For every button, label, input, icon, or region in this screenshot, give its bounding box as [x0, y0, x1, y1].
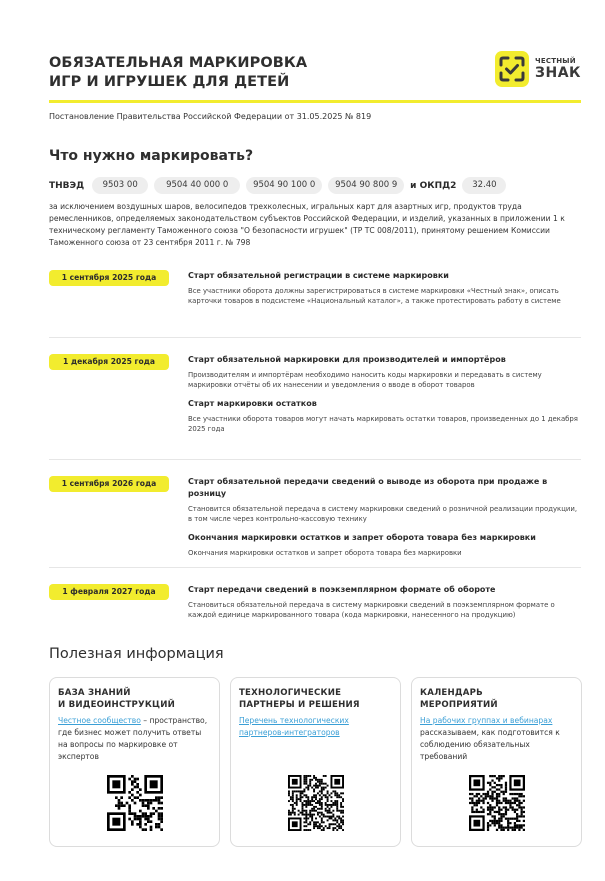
what-to-mark-heading: Что нужно маркировать? — [49, 148, 254, 164]
qr-code-icon[interactable] — [107, 775, 163, 831]
tnved-label: ТНВЭД — [49, 180, 85, 191]
card-body — [58, 715, 211, 763]
card-body — [239, 715, 392, 739]
card-description: рассказываем, как подготовится к соблюдению обязательных требований — [420, 728, 560, 761]
milestone-heading: Окончания маркировки остатков и запрет оборота товара без маркировки — [188, 532, 536, 542]
card-title-line: МЕРОПРИЯТИЙ — [420, 700, 498, 710]
timeline-date-badge: 1 сентября 2025 года — [49, 270, 169, 286]
card-title — [420, 687, 573, 711]
milestone-heading: Старт обязательной регистрации в системе маркировки — [188, 271, 449, 280]
card-title-line: ТЕХНОЛОГИЧЕСКИЕ — [239, 688, 342, 698]
page-title-line-2: ИГР И ИГРУШЕК ДЛЯ ДЕТЕЙ — [49, 74, 290, 90]
timeline-divider — [49, 337, 581, 338]
logo-small-text: ЧЕСТНЫЙ — [535, 57, 576, 65]
webinars-link[interactable]: На рабочих группах и вебинарах — [420, 716, 553, 725]
milestone-text: Становится обязательной передача в систему маркировки сведений о розничной реализации продукции, в том числе через контрольно-кассовую технику — [188, 505, 578, 524]
timeline-content — [188, 270, 583, 307]
exclusion-note: за исключением воздушных шаров, велосипедов трехколесных, игральных карт для азартных игр, продуктов труда ремесленников, определяемых законодательством субъектов Российской Федерации, и изделий, указанных в приложении 1 к техническому регламенту Таможенного союза "О безопасности игрушек" (ТР ТС 008/2011), принятому решением Комиссии Таможенного союза от 23 сентября 2011 г. № 798 — [49, 202, 565, 247]
timeline-content — [188, 354, 583, 434]
timeline-content — [188, 584, 583, 621]
tnved-code-chip: 9503 00 — [92, 177, 148, 194]
milestone-text: Окончания маркировки остатков и запрет оборота товара без маркировки — [188, 548, 462, 557]
info-cards — [49, 677, 584, 847]
useful-info-heading: Полезная информация — [49, 646, 224, 662]
qr-code-icon[interactable] — [469, 775, 525, 831]
milestone-text: Все участники оборота товаров могут начать маркировать остатки товаров, произведенных до 1 декабря 2025 года — [188, 414, 578, 433]
header — [49, 54, 581, 92]
logo-badge — [495, 51, 529, 87]
qr-code-icon[interactable] — [288, 775, 344, 831]
timeline-content — [188, 476, 583, 558]
tnved-code-chip: 9504 90 800 9 — [328, 177, 404, 194]
timeline-date-badge: 1 февраля 2027 года — [49, 584, 169, 600]
chestny-znak-logo — [495, 51, 581, 87]
card-title-line: И ВИДЕОИНСТРУКЦИЙ — [58, 700, 176, 710]
timeline-date-badge: 1 декабря 2025 года — [49, 354, 169, 370]
card-title — [58, 687, 211, 711]
partners-list-link[interactable]: Перечень технологических партнеров-интеграторов — [239, 716, 349, 737]
logo-wordmark — [535, 58, 581, 80]
community-link[interactable]: Честное сообщество — [58, 716, 141, 725]
card-body — [420, 715, 573, 763]
page-title-line-1: ОБЯЗАТЕЛЬНАЯ МАРКИРОВКА — [49, 55, 308, 71]
tnved-code-chip: 9504 40 000 0 — [154, 177, 240, 194]
events-calendar-card — [411, 677, 582, 847]
milestone-text: Производителям и импортёрам необходимо наносить коды маркировки и передавать в систему маркировки отчёты об их нанесении и уведомления о вводе в оборот товаров — [188, 371, 542, 390]
milestone-text: Становиться обязательной передача в систему маркировки сведений в поэкземплярном формате о каждой единице маркированного товара (кода маркировки, нанесенного на продукцию) — [188, 601, 555, 620]
okpd-label: и ОКПД2 — [410, 180, 457, 191]
header-divider — [49, 100, 581, 103]
tech-partners-card — [230, 677, 401, 847]
knowledge-base-card — [49, 677, 220, 847]
card-title-line: КАЛЕНДАРЬ — [420, 688, 483, 698]
timeline-divider — [49, 567, 581, 568]
milestone-text: Все участники оборота должны зарегистрироваться в системе маркировки «Честный знак», описать карточки товаров в подсистеме «Национальный каталог», а также протестировать работу в системе — [188, 287, 561, 306]
timeline-date-badge: 1 сентября 2026 года — [49, 476, 169, 492]
card-description: – пространство, где бизнес может получить ответы на вопросы по маркировке от экспертов — [58, 716, 208, 761]
card-title — [239, 687, 392, 711]
milestone-heading: Старт обязательной маркировки для производителей и импортёров — [188, 355, 506, 364]
product-codes — [49, 177, 506, 194]
milestone-heading: Старт обязательной передачи сведений о выводе из оборота при продаже в розницу — [188, 477, 548, 498]
logo-big-text: ЗНАК — [535, 65, 581, 81]
timeline-divider — [49, 459, 581, 460]
milestone-heading: Старт маркировки остатков — [188, 398, 317, 408]
milestone-heading: Старт передачи сведений в поэкземплярном формате об обороте — [188, 585, 496, 594]
decree-reference: Постановление Правительства Российской Федерации от 31.05.2025 № 819 — [49, 112, 372, 121]
tnved-code-chip: 9504 90 100 0 — [246, 177, 322, 194]
okpd-code-chip: 32.40 — [462, 177, 506, 194]
scan-check-icon — [499, 56, 525, 82]
card-title-line: ПАРТНЕРЫ И РЕШЕНИЯ — [239, 700, 360, 710]
card-title-line: БАЗА ЗНАНИЙ — [58, 688, 131, 698]
